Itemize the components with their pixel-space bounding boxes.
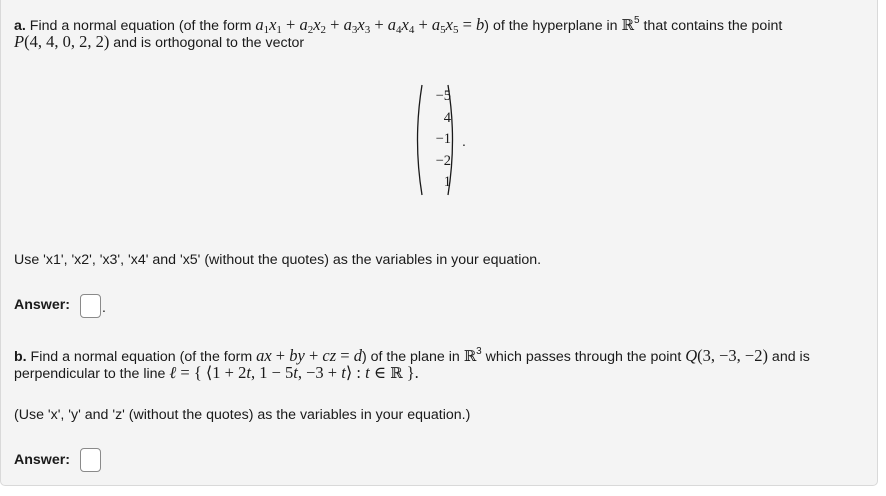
part-b-instruction: (Use 'x', 'y' and 'z' (without the quotes) as the variables in your equation.) (14, 407, 471, 423)
part-b-statement-line2: perpendicular to the line ℓ = { ⟨1 + 2t, 1 − 5t, −3 + t⟩ : t ∈ ℝ }. (14, 363, 419, 382)
part-b-answer-label: Answer: (14, 452, 70, 468)
plane-form-math: ax + by + cz = d (256, 346, 362, 365)
part-b-answer-input[interactable] (80, 448, 101, 472)
part-a-statement-line2: P(4, 4, 0, 2, 2) and is orthogonal to the vector (14, 32, 305, 51)
normal-vector-matrix (412, 84, 462, 196)
point-p-math: P(4, 4, 0, 2, 2) (14, 32, 110, 51)
vector-entry: −5 (435, 88, 451, 104)
vector-entry: −1 (435, 131, 451, 147)
right-paren-icon (446, 84, 458, 196)
part-a-instruction: Use 'x1', 'x2', 'x3', 'x4' and 'x5' (without the quotes) as the variables in your equation. (14, 252, 542, 268)
part-a-statement-line1: a. Find a normal equation (of the form $a_1x_1 + a_2x_2 + a_3x_3 + a_4x_4 + a_5x_5 = b$) of the hyperplane in ℝ$^5$ that contains the point (14, 15, 783, 36)
part-a-answer-label: Answer: (14, 297, 70, 313)
part-b-label: b. (14, 349, 27, 365)
left-paren-icon (412, 84, 424, 196)
part-a-answer-input[interactable] (80, 294, 101, 318)
vector-entry: 4 (443, 109, 451, 126)
vector-entry: −2 (435, 152, 451, 169)
vector-entry: 1 (443, 174, 451, 190)
point-q-math: Q(3, −3, −2) (685, 346, 768, 365)
hyperplane-form-math: $a_1x_1 + a_2x_2 + a_3x_3 + a_4x_4 + a_5x_5 = b$ (255, 15, 485, 36)
part-a-label: a. (14, 18, 26, 34)
part-b-statement-line1: b. Find a normal equation (of the form ax + by + cz = d) of the plane in ℝ$^3$ which passes through the point Q(3, −3, −2) and is (14, 346, 810, 365)
line-definition-math: ℓ = { ⟨1 + 2t, 1 − 5t, −3 + t⟩ : t ∈ ℝ }. (169, 363, 419, 382)
